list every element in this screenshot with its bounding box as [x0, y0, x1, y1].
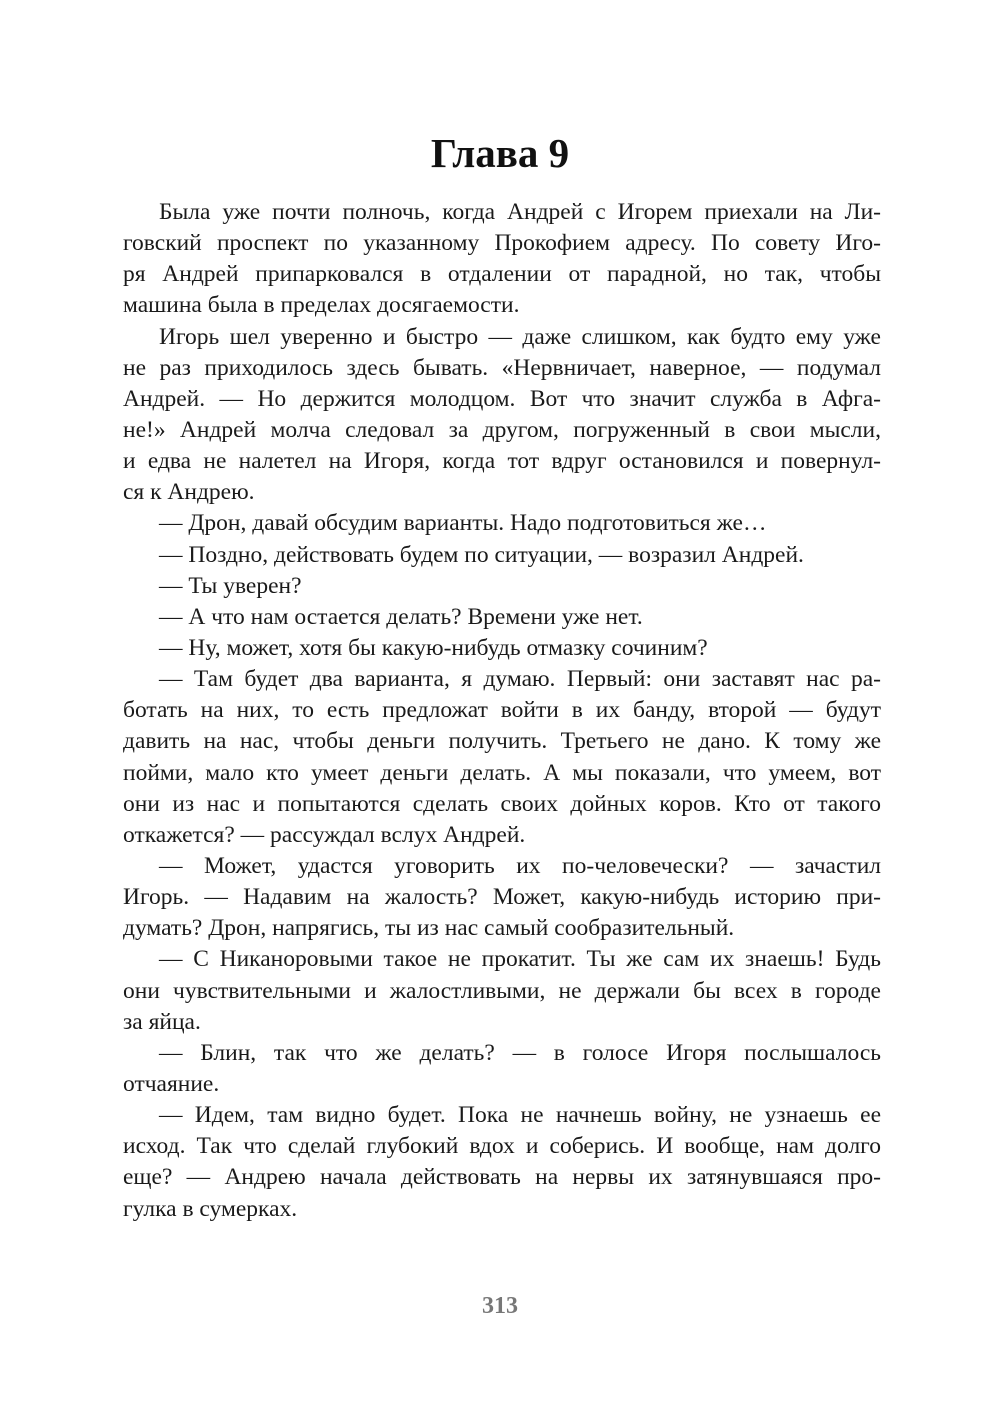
text-line: давить на нас, чтобы деньги получить. Третьего не дано. К тому же — [123, 728, 881, 755]
text-line: Была уже почти полночь, когда Андрей с Игорем приехали на Ли- — [159, 199, 881, 225]
text-line: — Поздно, действовать будем по ситуации, — возразил Андрей. — [159, 541, 804, 568]
text-line: — Там будет два варианта, я думаю. Первый: они заставят нас ра- — [159, 666, 881, 693]
text-line: ботать на них, то есть предложат войти в их банду, второй — будут — [123, 697, 881, 724]
chapter-title: Глава 9 — [430, 130, 570, 176]
text-line: гулка в сумерках. — [123, 1195, 298, 1222]
text-line: Андрей. — Но держится молодцом. Вот что значит служба в Афга- — [123, 385, 881, 412]
text-line: за яйца. — [123, 1008, 201, 1035]
text-line: — Ты уверен? — [159, 572, 302, 599]
text-line: говский проспект по указанному Прокофием адресу. По совету Иго- — [123, 230, 881, 257]
text-line: — Может, удастся уговорить их по-человечески? — зачастил — [159, 852, 881, 879]
text-line: ря Андрей припарковался в отдалении от парадной, но так, чтобы — [123, 261, 881, 288]
text-line: отчаяние. — [123, 1070, 220, 1097]
text-line: пойми, мало кто умеет деньги делать. А мы показали, что умеем, вот — [123, 759, 881, 786]
text-line: они чувствительными и жалостливыми, не держали бы всех в городе — [123, 977, 881, 1004]
text-line: исход. Так что сделай глубокий вдох и соберись. И вообще, нам долго — [123, 1133, 881, 1160]
text-line: — Ну, может, хотя бы какую-нибудь отмазку сочиним? — [159, 634, 708, 661]
text-line: — Блин, так что же делать? — в голосе Игоря послышалось — [159, 1039, 881, 1066]
text-line: машина была в пределах досягаемости. — [123, 292, 520, 319]
text-line: не!» Андрей молча следовал за другом, погруженный в свои мысли, — [123, 416, 881, 443]
text-line: — А что нам остается делать? Времени уже нет. — [159, 603, 643, 630]
text-line: не раз приходилось здесь бывать. «Нервничает, наверное, — подумал — [123, 354, 881, 381]
text-line: еще? — Андрею начала действовать на нервы их затянувшаяся про- — [123, 1164, 881, 1191]
text-line: думать? Дрон, напрягись, ты из нас самый сообразительный. — [123, 915, 735, 942]
text-line: откажется? — рассуждал вслух Андрей. — [123, 821, 526, 848]
text-line: ся к Андрею. — [123, 479, 255, 506]
chapter-body-text — [123, 197, 881, 1225]
page-number: 313 — [482, 1293, 518, 1319]
text-line: Игорь. — Надавим на жалость? Может, какую-нибудь историю при- — [123, 884, 881, 911]
text-line: они из нас и попытаются сделать своих дойных коров. Кто от такого — [123, 790, 881, 817]
text-line: Игорь шел уверенно и быстро — даже слишком, как будто ему уже — [159, 323, 881, 350]
text-line: — Идем, там видно будет. Пока не начнешь войну, не узнаешь ее — [159, 1102, 881, 1129]
text-line: и едва не налетел на Игоря, когда тот вдруг остановился и повернул- — [123, 448, 881, 475]
text-line: — Дрон, давай обсудим варианты. Надо подготовиться же… — [159, 510, 767, 537]
text-line: — С Никаноровыми такое не прокатит. Ты же сам их знаешь! Будь — [159, 946, 881, 973]
